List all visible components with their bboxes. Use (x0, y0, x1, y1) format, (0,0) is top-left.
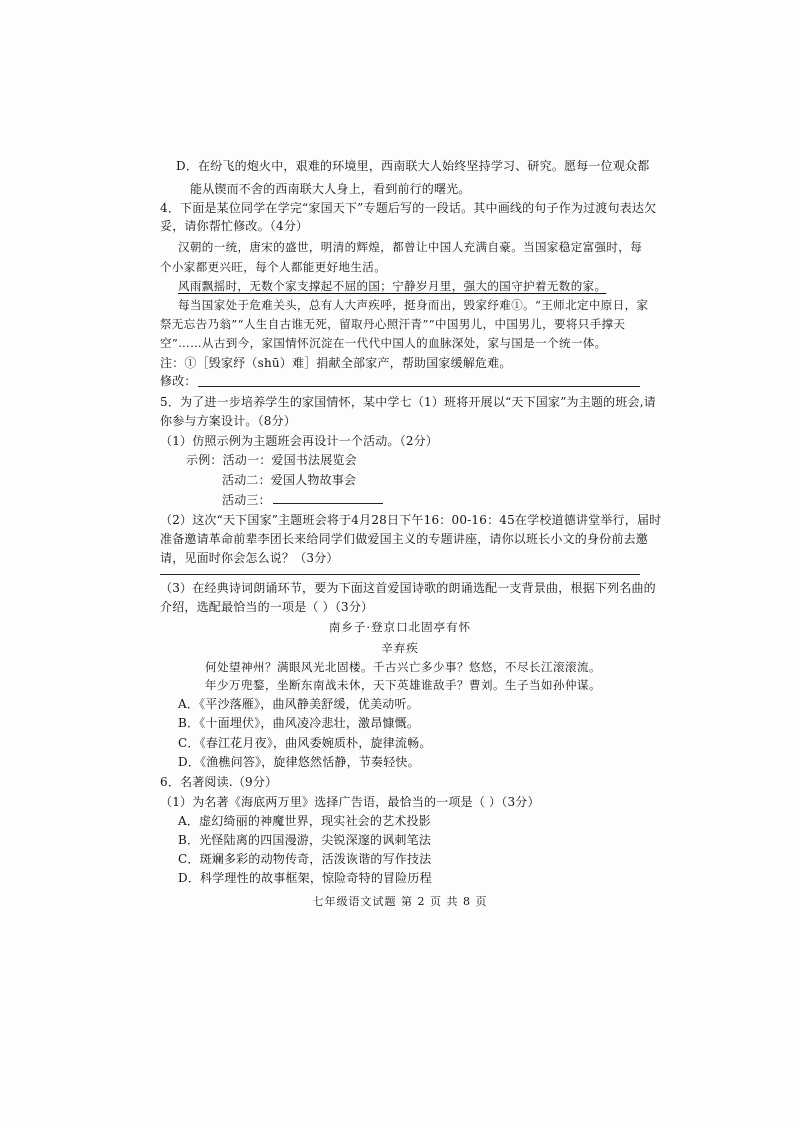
page-footer: 七年级语文试题 第 2 页 共 8 页 (312, 895, 488, 908)
footnote: 注：①［毁家纾（shū）难］捐献全部家产，帮助国家缓解危难。 (160, 356, 512, 370)
question-6-1: （1）为名著《海底两万里》选择广告语，最恰当的一项是（ ）（3分） (160, 795, 540, 809)
poem-line-1: 何处望神州？满眼风光北固楼。千古兴亡多少事？悠悠，不尽长江滚滚流。 (205, 660, 601, 674)
poem-author: 辛弃疾 (381, 641, 419, 655)
question-6-option-b: B．光怪陆离的四国漫游，尖锐深邃的讽刺笔法 (178, 833, 432, 847)
question-4-line-2: 妥，请你帮忙修改。（4分） (160, 219, 309, 233)
activity-3-text: 活动三： (222, 493, 271, 507)
option-c: C．《春江花月夜》，曲风委婉质朴，旋律流畅。 (178, 736, 432, 750)
question-5-2-line-3: 请，见面时你会怎么说？（3分） (160, 551, 339, 565)
option-d-line-2: 能从锲而不舍的西南联大人身上，看到前行的曙光。 (190, 182, 471, 196)
question-6: 6．名著阅读.（9分） (160, 775, 278, 789)
question-5-line-2: 你参与方案设计。（8分） (160, 414, 297, 428)
passage-line-1: 汉朝的一统，唐宋的盛世，明清的辉煌，都曾让中国人充满自豪。当国家稳定富强时，每 (178, 240, 643, 254)
question-4-line-1: 4．下面是某位同学在学完“家国天下”专题后写的一段话。其中画线的句子作为过渡句表达欠 (160, 201, 657, 215)
question-5-2-line-2: 准备邀请革命前辈李团长来给同学们做爱国主义的专题讲座，请你以班长小文的身份前去邀 (160, 532, 649, 546)
question-6-option-c: C．斑斓多彩的动物传奇，活泼诙谐的写作技法 (178, 852, 432, 866)
invitation-answer-line[interactable] (160, 574, 640, 575)
activity-3-blank[interactable] (273, 491, 383, 504)
revise-answer-line[interactable] (198, 386, 640, 387)
passage-line-5: 祭无忘告乃翁”“人生自古谁无死，留取丹心照汗青”“中国男儿，中国男儿，要将只手撑天 (160, 317, 626, 331)
question-5-1: （1）仿照示例为主题班会再设计一个活动。（2分） (160, 434, 439, 448)
question-6-option-a: A．虚幻绮丽的神魔世界，现实社会的艺术投影 (178, 814, 431, 828)
question-5-3-line-2: 介绍，选配最恰当的一项是（ ）（3分） (160, 600, 374, 614)
passage-line-4: 每当国家处于危难关头，总有人大声疾呼，挺身而出，毁家纾难①。“王师北定中原日，家 (178, 298, 649, 312)
poem-line-2: 年少万兜鍪，坐断东南战未休，天下英雄谁敌手？曹刘。生子当如孙仲谋。 (205, 678, 601, 692)
poem-title: 南乡子·登京口北固亭有怀 (328, 620, 472, 634)
option-a: A．《平沙落雁》，曲风静美舒缓，优美动听。 (178, 697, 419, 711)
revise-label: 修改： (160, 374, 197, 388)
example-activity-1: 示例：活动一：爱国书法展览会 (186, 453, 357, 467)
passage-line-6: 空”……从古到今，家国情怀沉淀在一代代中国人的血脉深处，家与国是一个统一体。 (160, 336, 607, 350)
option-d-line-1: D．在纷飞的炮火中，艰难的环境里，西南联大人始终坚持学习、研究。愿每一位观众都 (176, 159, 650, 173)
option-b: B．《十面埋伏》，曲风凌冷悲壮，激昂慷慨。 (178, 716, 420, 730)
question-5-2-line-1: （2）这次“天下国家”主题班会将于4月28日下午16：00-16：45在学校道德讲堂举行，届时 (160, 513, 662, 527)
activity-3-label (222, 491, 383, 508)
passage-line-2: 个小家都更兴旺，每个人都能更好地生活。 (160, 260, 387, 274)
underlined-transition-sentence: 风雨飘摇时，无数个家支撑起不屈的国；宁静岁月里，强大的国守护着无数的家。 (178, 279, 607, 293)
example-activity-2: 活动二：爱国人物故事会 (222, 473, 357, 487)
option-d: D．《渔樵问答》，旋律悠然恬静，节奏轻快。 (178, 755, 420, 769)
question-5-3-line-1: （3）在经典诗词朗诵环节，要为下面这首爱国诗歌的朗诵选配一支背景曲，根据下列名曲的 (160, 581, 656, 595)
question-5-line-1: 5．为了进一步培养学生的家国情怀，某中学七（1）班将开展以“天下国家”为主题的班会,请 (160, 395, 656, 409)
question-6-option-d: D．科学理性的故事框架，惊险奇特的冒险历程 (178, 871, 432, 885)
